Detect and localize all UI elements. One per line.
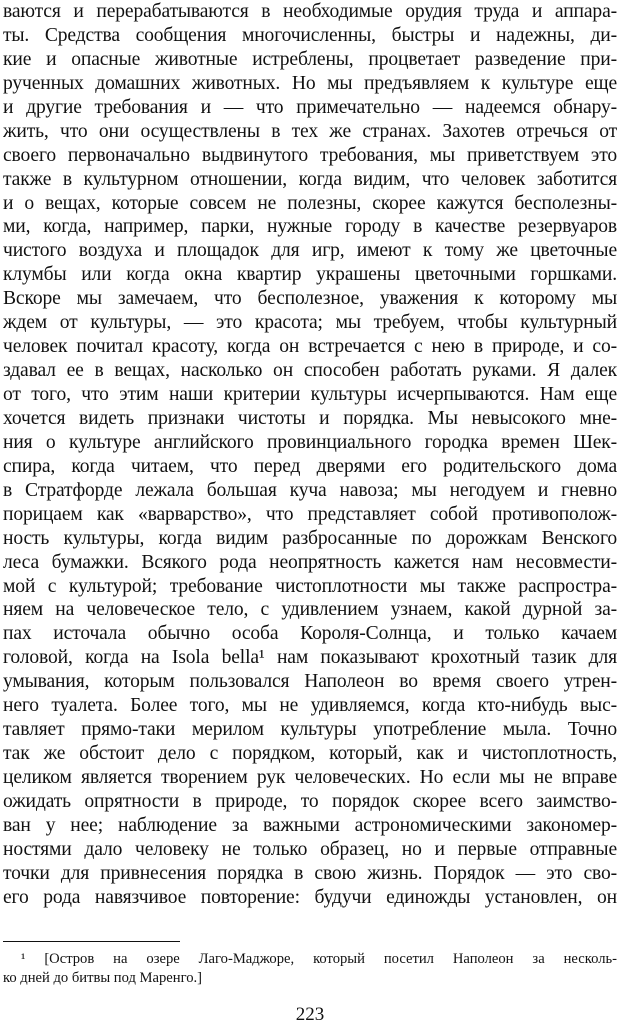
text-line: здавал ее в вещах, насколько он способен работать руками. Я далек bbox=[3, 360, 617, 382]
text-line: жить, что они осуществлены в тех же странах. Захотев отречься от bbox=[3, 120, 617, 142]
text-line: точки для привнесения порядка в свою жизнь. Порядок — это сво- bbox=[3, 862, 617, 884]
text-line: ность культуры, когда видим разбросанные по дорожкам Венского bbox=[3, 527, 617, 549]
text-line: головой, когда на Isola bella¹ нам показывают крохотный тазик для bbox=[3, 647, 617, 669]
body-text bbox=[3, 0, 617, 910]
text-line: леса бумажки. Всякого рода неопрятность кажется нам несовмести- bbox=[3, 551, 617, 573]
text-line: кие и опасные животные истреблены, процветает разведение при- bbox=[3, 48, 617, 70]
text-line: и о вещах, которые совсем не полезны, скорее кажутся бесполезны- bbox=[3, 192, 617, 214]
text-line: мой с культурой; требование чистоплотности мы также распростра- bbox=[3, 575, 617, 597]
text-line: рученных домашних животных. Но мы предъявляем к культуре еще bbox=[3, 72, 617, 94]
text-line: клумбы или когда окна квартир украшены цветочными горшками. bbox=[3, 264, 617, 286]
text-line: ждем от культуры, — это красота; мы требуем, чтобы культурный bbox=[3, 312, 617, 334]
footnote-line: ко дней до битвы под Маренго.] bbox=[3, 970, 203, 986]
text-line: ния о культуре английского провинциального городка времен Шек- bbox=[3, 431, 617, 453]
text-line: от того, что этим наши критерии культуры исчерпываются. Нам еще bbox=[3, 384, 617, 405]
text-line: целиком является творением рук человеческих. Но если мы не вправе bbox=[3, 767, 617, 788]
text-line: чистого воздуха и площадок для игр, имеют к тому же цветочные bbox=[3, 240, 617, 262]
text-line: так же обстоит дело с порядком, который, как и чистоплотность, bbox=[3, 743, 617, 765]
footnote bbox=[3, 950, 617, 988]
footnote-line: ¹ [Остров на озере Лаго-Маджоре, который посетил Наполеон за несколь- bbox=[21, 951, 617, 967]
text-line: порицаем как «варварство», что представляет собой противополож- bbox=[3, 503, 617, 525]
text-line: тавляет прямо-таки мерилом культуры употребление мыла. Точно bbox=[3, 719, 617, 741]
text-line: спира, когда читаем, что перед дверями его родительского дома bbox=[3, 455, 617, 477]
text-line: в Стратфорде лежала большая куча навоза; мы негодуем и гневно bbox=[3, 479, 617, 501]
text-line: и другие требования и — что примечательно — надеемся обнару- bbox=[3, 96, 617, 118]
text-line: хочется видеть признаки чистоты и порядка. Мы невысокого мне- bbox=[3, 407, 617, 429]
text-line: ностями дало человеку не только образец, но и первые отправные bbox=[3, 838, 617, 860]
text-line: ми, когда, например, парки, нужные городу в качестве резервуаров bbox=[3, 216, 617, 238]
text-line: няем на человеческое тело, с удивлением узнаем, какой дурной за- bbox=[3, 599, 617, 621]
text-line: ван у нее; наблюдение за важными астрономическими закономер- bbox=[3, 814, 617, 836]
text-line: своего первоначально выдвинутого требования, мы приветствуем это bbox=[3, 144, 617, 166]
text-line: его рода навязчивое повторение: будучи единожды установлен, он bbox=[3, 886, 617, 908]
page-number: 223 bbox=[295, 1004, 325, 1025]
text-line: пах источала обычно особа Короля-Солнца, и только качаем bbox=[3, 623, 617, 645]
text-line: ты. Средства сообщения многочисленны, быстры и надежны, ди- bbox=[3, 24, 617, 46]
text-line: ожидать опрятности в природе, то порядок скорее всего заимство- bbox=[3, 790, 617, 812]
text-line: ваются и перерабатываются в необходимые орудия труда и аппара- bbox=[3, 1, 617, 22]
text-line: человек почитал красоту, когда он встречается с нею в природе, и со- bbox=[3, 336, 617, 358]
text-line: Вскоре мы замечаем, что бесполезное, уважения к которому мы bbox=[3, 288, 617, 310]
text-line: него туалета. Более того, мы не удивляемся, когда кто-нибудь выс- bbox=[3, 695, 617, 717]
text-line: умывания, которым пользовался Наполеон во время своего утрен- bbox=[3, 671, 617, 693]
text-line: также в культурном отношении, когда видим, что человек заботится bbox=[3, 168, 617, 190]
footnote-divider bbox=[3, 941, 180, 942]
